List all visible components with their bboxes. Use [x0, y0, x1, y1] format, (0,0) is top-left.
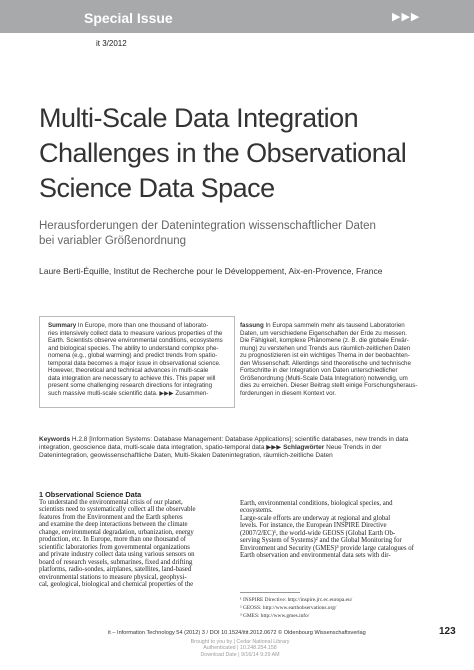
- abstract-line: such massive multi-scale scientific data. ▶▶▶ Zusammen-: [48, 389, 209, 397]
- abstract-text: In Europe, more than one thousand of laborato-: [76, 322, 209, 329]
- body-line: To understand the environmental crisis of our planet,: [39, 499, 183, 506]
- zusammenfassung-label: fassung: [240, 322, 264, 329]
- body-line: change, environmental degradation, urbanization, energy: [39, 528, 194, 536]
- title-line: Science Data Space: [39, 173, 275, 203]
- abstract-line: zu prognostizieren ist ein wichtiges Thema in der beobachten-: [240, 352, 410, 359]
- body-line: Earth observation and environmental data sets with dir-: [240, 552, 391, 560]
- abstract-line: nomena (e.g., global warming) and predict trends from spatio-: [48, 352, 218, 359]
- page-number: 123: [439, 626, 456, 637]
- subtitle-line: bei variabler Größenordnung: [39, 235, 187, 247]
- abstract-line: Earth. Scientists observe environmental conditions, ecosystems: [48, 337, 223, 344]
- abstract-line: [48, 322, 234, 330]
- footnote-link[interactable]: ¹ INSPIRE Directive: http://inspire.jrc.ec.europa.eu/: [240, 597, 353, 603]
- body-line: levels. For instance, the European INSPIRE Directive: [240, 522, 387, 530]
- abstract-line: temporal data becomes a major issue in observational science.: [48, 359, 221, 367]
- keywords-line: [39, 436, 449, 444]
- watermark-line: Brought to you by | Cedar National Library: [190, 639, 290, 645]
- keywords-block: [39, 436, 449, 460]
- header-gap: [0, 33, 474, 38]
- body-line: scientists need to systematically collect all the observable: [39, 506, 196, 514]
- download-watermark: [175, 639, 305, 658]
- abstract-text: In Europa sammeln mehr als tausend Laboratorien: [263, 322, 405, 329]
- body-column-left: [39, 499, 235, 588]
- abstract-line: ries intensively collect data to measure various properties of the: [48, 329, 223, 337]
- body-line: environmental stations to measure physical, geophysi-: [39, 573, 187, 581]
- footer-citation: it – Information Technology 54 (2012) 3 / DOI 10.1524/itit.2012.0672 © Oldenbourg Wissenschaftsverlag: [108, 630, 366, 636]
- footnote-divider: [240, 592, 300, 593]
- watermark-line: Authenticated | 10.248.254.158: [203, 645, 277, 652]
- abstract-line: dies zu erreichen. Dieser Beitrag stellt einige Forschungsheraus-: [240, 382, 418, 389]
- abstract-line: Die Fähigkeit, komplexe Phänomene (z. B. die globale Erwär-: [240, 337, 409, 344]
- keywords-text: H.2.8 [Information Systems: Database Management: Database Applications]; scientific databases, new trends in data: [70, 436, 409, 443]
- article-subtitle: [39, 219, 449, 249]
- abstract-line: den Wissenschaft. Allerdings sind theoretische und technische: [240, 359, 411, 367]
- body-line: Earth, environmental conditions, biological species, and: [240, 500, 393, 507]
- abstract-line: Größenordnung (Multi-Scale Data Integration) notwendig, um: [240, 374, 408, 382]
- issue-label: it 3/2012: [96, 39, 127, 48]
- abstract-line: Fortschritte in der Integration von Daten unterschiedlicher: [240, 367, 398, 374]
- keywords-text: integration, geoscience data, multi-scale data integration, spatio-temporal data ▶▶▶: [39, 444, 284, 451]
- body-line: Environment and Security (GMES)³ provide large catalogues of: [240, 544, 414, 552]
- body-line: ecosystems.: [240, 507, 273, 515]
- abstract-line: and biological species. The ability to understand complex phe-: [48, 344, 219, 352]
- footnote-link[interactable]: ² GEOSS: http://www.earthobservations.org/: [240, 605, 337, 611]
- keywords-text: Neue Trends in der: [324, 444, 382, 451]
- author-line: Laure Berti-Équille, Institut de Recherche pour le Développement, Aix-en-Provence, France: [39, 266, 383, 276]
- section-heading: 1 Observational Science Data: [39, 490, 142, 499]
- body-column-right: [240, 500, 446, 560]
- summary-label: Summary: [48, 322, 77, 329]
- title-line: Multi-Scale Data Integration: [39, 103, 359, 133]
- body-line: and examine the deep interactions between the climate: [39, 521, 188, 529]
- abstract-line: present some challenging research directions for integrating: [48, 382, 213, 389]
- schlagwoerter-label: Schlagwörter: [283, 444, 325, 451]
- body-line: serving System of Systems)² and the Global Monitoring for: [240, 537, 402, 545]
- section-title: Special Issue: [84, 10, 173, 26]
- keywords-line: [39, 444, 449, 452]
- abstract-summary: [48, 322, 234, 397]
- body-line: production, etc. In Europe, more than one thousand of: [39, 536, 187, 544]
- title-line: Challenges in the Observational: [39, 138, 407, 168]
- abstract-line: mung) zu verstehen und Trends aus räumlich-zeitlichen Daten: [240, 344, 411, 352]
- arrows-icon: ▶▶▶: [392, 11, 421, 23]
- footnotes: [240, 596, 352, 620]
- body-line: Large-scale efforts are underway at regional and global: [240, 514, 391, 522]
- subtitle-line: Herausforderungen der Datenintegration wissenschaftlicher Daten: [39, 220, 376, 232]
- keywords-label: Keywords: [39, 436, 71, 443]
- abstract-line: [240, 322, 444, 330]
- keywords-line: Datenintegration, geowissenschaftliche Daten, Multi-Skalen Datenintegration, räumlich-zeitliche Daten: [39, 452, 333, 459]
- article-title: [39, 101, 449, 206]
- watermark-line: Download Date | 9/16/14 9:29 AM: [200, 651, 280, 658]
- footnote-link[interactable]: ³ GMES: http://www.gmes.info/: [240, 613, 310, 619]
- body-line: features from the Environment and the Earth spheres: [39, 513, 183, 521]
- body-line: scientific laboratories from governmental organizations: [39, 543, 190, 551]
- body-line: board of research vessels, submarines, fixed and drifting: [39, 558, 193, 566]
- abstract-zusammenfassung: [240, 322, 444, 397]
- body-line: (2007/2/EC)¹, the world-wide GEOSS (Global Earth Ob-: [240, 529, 396, 537]
- abstract-line: data integration are necessary to achieve this. This paper will: [48, 374, 216, 382]
- body-line: platforms, radio-sondes, airplanes, satellites, land-based: [39, 566, 192, 574]
- body-line: cal, geological, biological and chemical properties of the: [39, 580, 194, 588]
- abstract-line: However, theoretical and technical advances in multi-scale: [48, 367, 209, 374]
- abstract-line: Daten, um verschiedene Eigenschaften der Erde zu messen.: [240, 329, 407, 337]
- abstract-line: forderungen in diesem Kontext vor.: [240, 389, 336, 397]
- body-line: and private industry collect data using various sensors on: [39, 551, 195, 559]
